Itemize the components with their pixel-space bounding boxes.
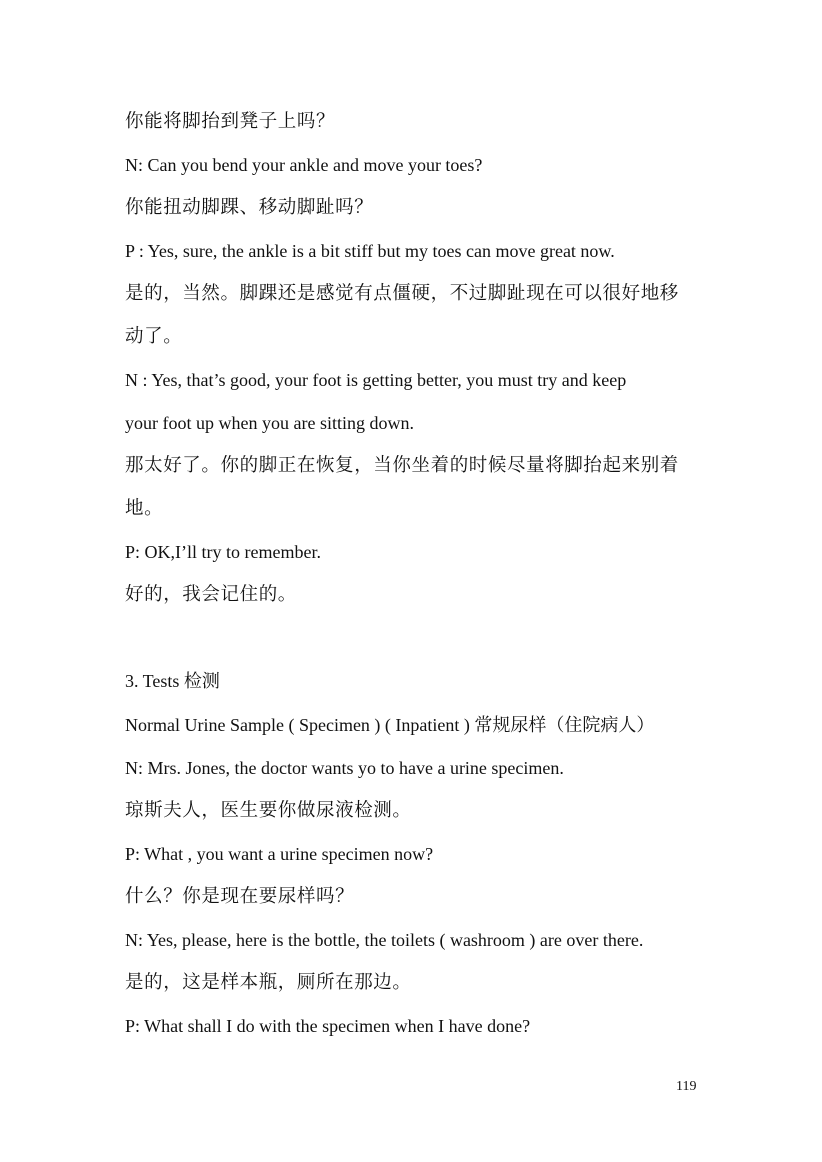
text-line: N: Mrs. Jones, the doctor wants yo to have a urine specimen. bbox=[125, 758, 564, 778]
text-line: Normal Urine Sample ( Specimen ) ( Inpatient ) 常规尿样（住院病人） bbox=[125, 715, 655, 735]
text-line: N : Yes, that’s good, your foot is getting better, you must try and keep bbox=[125, 370, 627, 390]
text-line: 那太好了。你的脚正在恢复，当你坐着的时候尽量将脚抬起来别着 bbox=[125, 456, 679, 476]
text-line: P: What shall I do with the specimen when I have done? bbox=[125, 1016, 531, 1036]
text-line: 动了。 bbox=[125, 327, 183, 347]
text-line: 好的，我会记住的。 bbox=[125, 585, 297, 605]
text-line: your foot up when you are sitting down. bbox=[125, 413, 414, 433]
section-heading: 3. Tests 检测 bbox=[125, 671, 220, 691]
text-line: 地。 bbox=[125, 499, 164, 519]
text-line: N: Can you bend your ankle and move your toes? bbox=[125, 155, 483, 175]
text-line: N: Yes, please, here is the bottle, the toilets ( washroom ) are over there. bbox=[125, 930, 644, 950]
text-line: 是的，当然。脚踝还是感觉有点僵硬，不过脚趾现在可以很好地移 bbox=[125, 284, 679, 304]
text-line: 你能扭动脚踝、移动脚趾吗？ bbox=[125, 198, 374, 218]
text-line: 琼斯夫人，医生要你做尿液检测。 bbox=[125, 801, 412, 821]
text-line: P: What , you want a urine specimen now? bbox=[125, 844, 434, 864]
text-line: 你能将脚抬到凳子上吗？ bbox=[125, 112, 336, 132]
text-line: P: OK,I’ll try to remember. bbox=[125, 542, 321, 562]
text-line: 什么？你是现在要尿样吗？ bbox=[125, 887, 355, 907]
text-line: P : Yes, sure, the ankle is a bit stiff but my toes can move great now. bbox=[125, 241, 615, 261]
text-line: 是的，这是样本瓶，厕所在那边。 bbox=[125, 973, 412, 993]
page-number: 119 bbox=[676, 1079, 697, 1094]
